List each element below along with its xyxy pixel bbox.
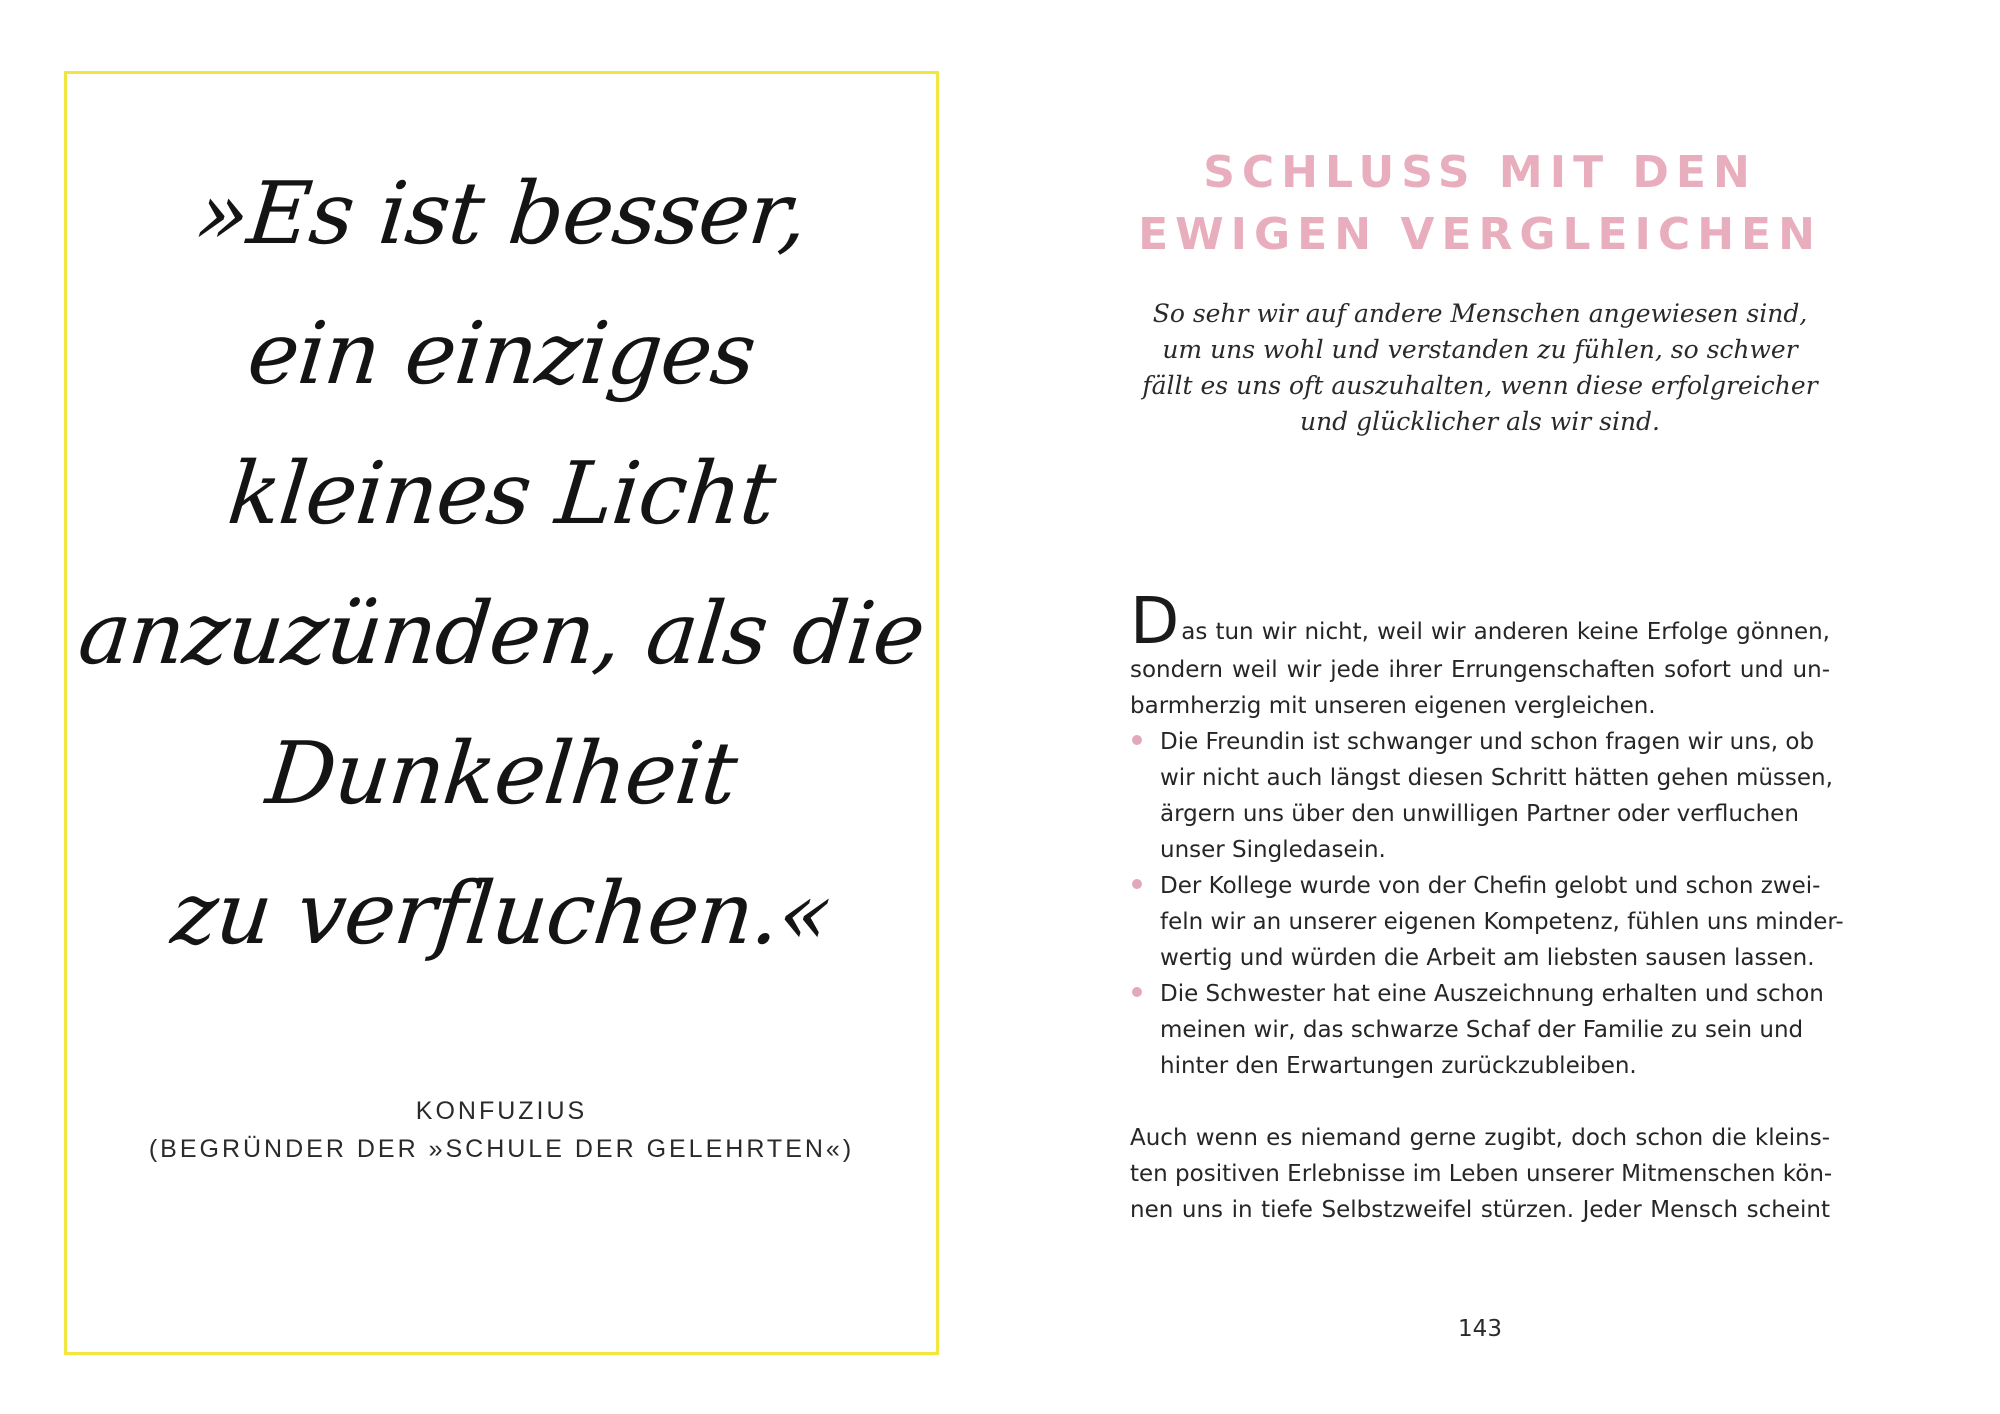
body-text	[1130, 585, 1844, 1228]
paragraph-line: sondern weil wir jede ihrer Errungenschaften sofort und un-	[1130, 657, 1830, 683]
list-item-line: feln wir an unserer eigenen Kompetenz, fühlen uns minder-	[1160, 909, 1844, 935]
intro-line: und glücklicher als wir sind.	[1299, 407, 1661, 436]
quote-line: zu verfluchen.«	[167, 864, 836, 964]
intro-line: So sehr wir auf andere Menschen angewiesen sind,	[1152, 299, 1808, 328]
attribution-name: KONFUZIUS	[415, 1097, 588, 1125]
list-item-line: wir nicht auch längst diesen Schritt hätten gehen müssen,	[1160, 765, 1833, 791]
intro-line: um uns wohl und verstanden zu fühlen, so schwer	[1162, 335, 1798, 364]
bullet-icon	[1132, 987, 1142, 997]
list-item-line: hinter den Erwartungen zurückzubleiben.	[1160, 1053, 1637, 1079]
quote-attribution	[67, 1092, 936, 1168]
paragraph-line: nen uns in tiefe Selbstzweifel stürzen. Jeder Mensch scheint	[1130, 1197, 1830, 1223]
list-item-line: wertig und würden die Arbeit am liebsten sausen lassen.	[1160, 945, 1815, 971]
list-item-line: Die Schwester hat eine Auszeichnung erhalten und schon	[1160, 981, 1824, 1007]
list-item-line: meinen wir, das schwarze Schaf der Familie zu sein und	[1160, 1017, 1804, 1043]
intro-line: fällt es uns oft auszuhalten, wenn diese erfolgreicher	[1142, 371, 1818, 400]
bullet-icon	[1132, 735, 1142, 745]
heading-line: SCHLUSS MIT DEN	[1203, 147, 1757, 198]
paragraph-line: barmherzig mit unseren eigenen vergleichen.	[1130, 693, 1656, 719]
list-item-line: Die Freundin ist schwanger und schon fragen wir uns, ob	[1160, 729, 1815, 755]
bullet-icon	[1132, 879, 1142, 889]
paragraph-line: Auch wenn es niemand gerne zugibt, doch schon die kleins-	[1130, 1125, 1830, 1151]
list-item-line: ärgern uns über den unwilligen Partner oder verfluchen	[1160, 801, 1799, 827]
attribution-description: (BEGRÜNDER DER »SCHULE DER GELEHRTEN«)	[148, 1135, 855, 1163]
quote-line: kleines Licht	[223, 444, 780, 544]
right-page	[1130, 0, 1844, 1414]
list-item	[1130, 724, 1833, 868]
paragraph-line: ten positiven Erlebnisse im Leben unserer Mitmenschen kön-	[1130, 1161, 1833, 1187]
list-item	[1130, 976, 1830, 1084]
paragraph-1	[1130, 585, 1830, 724]
heading-line: EWIGEN VERGLEICHEN	[1138, 209, 1822, 260]
intro-text	[1130, 296, 1830, 440]
quote-line: Dunkelheit	[261, 724, 742, 824]
list-item	[1130, 868, 1844, 976]
quote-line: ein einziges	[243, 304, 760, 404]
list-item-line: Der Kollege wurde von der Chefin gelobt und schon zwei-	[1160, 873, 1821, 899]
page-number: 143	[1458, 1316, 1502, 1342]
quote-text	[67, 144, 936, 984]
quote-line: »Es ist besser,	[191, 164, 812, 264]
bullet-list	[1130, 724, 1844, 1084]
quote-frame	[64, 71, 939, 1355]
quote-line: anzuzünden, als die	[74, 584, 929, 684]
chapter-heading	[1100, 142, 1860, 266]
list-item-line: unser Singledasein.	[1160, 837, 1386, 863]
paragraph-line: as tun wir nicht, weil wir anderen keine Erfolge gönnen,	[1181, 619, 1830, 645]
drop-cap: D	[1130, 585, 1180, 659]
paragraph-2	[1130, 1120, 1833, 1228]
